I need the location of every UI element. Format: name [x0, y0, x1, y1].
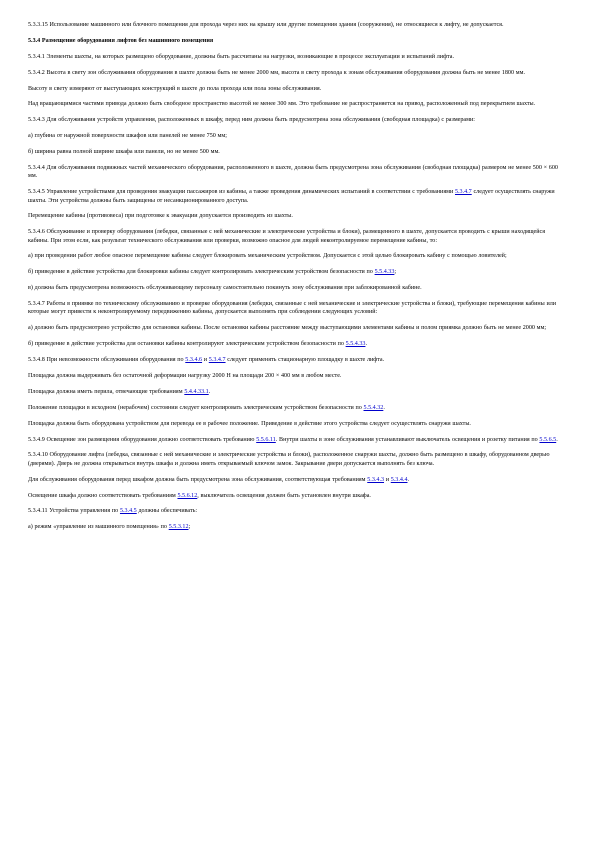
paragraph-text: . — [383, 404, 385, 411]
paragraph — [28, 188, 565, 205]
paragraph-text: Освещение шкафа должно соответствовать требованиям — [28, 492, 178, 499]
document-page — [28, 21, 565, 539]
link-5-3-4-6[interactable]: 5.3.4.6 — [185, 357, 203, 364]
paragraph-text: а) должно быть предусмотрено устройство для остановки кабины. После остановки кабины расстояние между выступающими элементами кабины и полом приямка должно быть не менее 2000 мм; — [28, 325, 547, 332]
paragraph-text: ; — [188, 524, 191, 531]
link-5-5-6-12[interactable]: 5.5.6.12 — [177, 492, 198, 499]
paragraph-text: а) режим «управление из машинного помещения» по — [28, 524, 169, 531]
paragraph-text: Высоту в свету измеряют от выступающих конструкций в шахте до пола прохода или пола зоны обслуживания. — [28, 85, 322, 92]
link-5-5-6-5[interactable]: 5.5.6.5 — [539, 436, 557, 443]
paragraph-text: 5.3.4.5 Управление устройствами для проведения эвакуации пассажиров из кабины, а также проведения динамических испытаний в соответствии с требованиями — [28, 189, 455, 196]
paragraph — [28, 523, 565, 531]
paragraph — [28, 451, 565, 468]
paragraph — [28, 284, 565, 292]
link-5-3-4-7[interactable]: 5.3.4.7 — [208, 357, 226, 364]
paragraph — [28, 300, 565, 317]
paragraph-text: а) при проведении работ любое опасное перемещение кабины следует блокировать механическим устройством. Допускается с этой целью блокировать кабину с помощью ловителей; — [28, 253, 507, 260]
link-5-3-4-7[interactable]: 5.3.4.7 — [454, 189, 472, 196]
link-5-5-6-11[interactable]: 5.5.6.11 — [256, 436, 276, 443]
link-5-3-4-5[interactable]: 5.3.4.5 — [119, 508, 137, 515]
paragraph-text: Площадка должна быть оборудована устройством для перевода ее в рабочее положение. Приведение в действие этого устройства следует осуществлять снаружи шахты. — [28, 420, 471, 427]
paragraph — [28, 148, 565, 156]
paragraph-text: Площадка должна выдерживать без остаточной деформации нагрузку 2000 Н на площади 200 × 400 мм в любом месте. — [28, 373, 342, 379]
paragraph-text: и — [384, 476, 391, 483]
paragraph — [28, 116, 565, 124]
paragraph-text: 5.3.3.15 Использование машинного или блочного помещения для прохода через них на крышу или другие помещения здания (сооружения), не относящиеся к лифту, не допускается. — [28, 22, 504, 28]
paragraph — [28, 436, 565, 444]
link-5-3-4-4[interactable]: 5.3.4.4 — [390, 476, 408, 483]
paragraph — [28, 356, 565, 364]
paragraph-text: б) приведение в действие устройства для блокировки кабины следует контролировать электрическим устройством безопасности по — [28, 269, 375, 276]
paragraph-text: 5.3.4.3 Для обслуживания устройств управления, расположенных в шкафу, перед ним должна быть предусмотрена зона обслуживания (свободная площадка) с размерами: — [28, 117, 475, 124]
paragraph — [28, 53, 565, 61]
paragraph-text: Площадка должна иметь перила, отвечающие требованиям — [28, 388, 185, 395]
paragraph-text: Над вращающимися частями привода должно быть свободное пространство высотой не менее 300 мм. Это требование не распространяется на привод, расположенный под перекрытием шахты. — [28, 101, 536, 108]
paragraph — [28, 164, 565, 181]
paragraph-text: б) ширина равна полной ширине шкафа или панели, но не менее 500 мм. — [28, 149, 220, 156]
paragraph — [28, 420, 565, 428]
paragraph-text: 5.3.4.6 Обслуживание и проверку оборудования (лебедки, связанные с ней механические и электрические устройства и блоки), размещенного в шахте, допускается проводить с крыши находящейся кабины. При этом если, как результат технического обслуживания или проверки, возможно опасное для людей неконтролируемое перемещение кабины, то: — [28, 229, 546, 244]
paragraph — [28, 212, 565, 220]
paragraph-text: Положение площадки в исходном (нерабочем) состоянии следует контролировать электрическим устройством безопасности по — [28, 404, 364, 411]
paragraph — [28, 324, 565, 332]
link-5-5-4-33[interactable]: 5.5.4.33 — [374, 269, 395, 276]
link-5-4-4-33-1[interactable]: 5.4.4.33.1 — [184, 388, 209, 395]
paragraph-text: . — [407, 476, 410, 483]
paragraph — [28, 372, 565, 380]
section-heading — [28, 37, 565, 45]
link-5-3-4-3[interactable]: 5.3.4.3 — [367, 476, 385, 483]
paragraph — [28, 268, 565, 276]
paragraph — [28, 340, 565, 348]
paragraph-text: и — [202, 357, 209, 364]
paragraph-text: 5.3.4.11 Устройства управления по — [28, 508, 120, 515]
paragraph — [28, 388, 565, 396]
paragraph-text: 5.3.4.4 Для обслуживания подвижных частей механического оборудования, расположенного в шахте, должна быть предусмотрена зона обслуживания (свободная площадка) размером не менее 500 × 600 мм. — [28, 165, 558, 180]
link-5-5-4-32[interactable]: 5.5.4.32 — [363, 404, 384, 411]
paragraph-text: должны обеспечивать: — [136, 508, 198, 515]
paragraph — [28, 492, 565, 500]
paragraph-text: б) приведение в действие устройства для остановки кабины контролируют электрическим устройством безопасности по — [28, 341, 346, 348]
paragraph-text: 5.3.4.1 Элементы шахты, на которых размещено оборудование, должны быть рассчитаны на нагрузки, возникающие в процессе эксплуатации и испытаний лифта. — [28, 53, 454, 60]
paragraph-text: 5.3.4.7 Работы в приямке по техническому обслуживанию и проверке оборудования (лебедки, связанные с ней механические и электрические устройства и блоки), требующие перемещения кабины или которые могут привести к неконтролируемому передвижению кабины, допускается выполнять при соблюдении следующих условий: — [28, 301, 557, 316]
link-5-5-3-12[interactable]: 5.5.3.12 — [168, 524, 189, 531]
paragraph-text: 5.3.4 Размещение оборудования лифтов без машинного помещения — [28, 37, 214, 44]
paragraph — [28, 69, 565, 77]
paragraph — [28, 132, 565, 140]
paragraph-text: Перемещение кабины (противовеса) при подготовке к эвакуации допускается производить из шахты. — [28, 213, 293, 220]
link-5-5-4-33[interactable]: 5.5.4.33 — [345, 341, 366, 348]
paragraph — [28, 228, 565, 245]
paragraph-text: 5.3.4.8 При невозможности обслуживания оборудования по — [28, 357, 186, 364]
paragraph-text: а) глубина от наружной поверхности шкафов или панелей не менее 750 мм; — [28, 133, 227, 140]
paragraph-text: 5.3.4.2 Высота в свету зон обслуживания оборудования в шахте должна быть не менее 2000 мм, высота в свету прохода к зонам обслуживания оборудования должна быть не менее 1800 мм. — [28, 69, 525, 76]
paragraph — [28, 252, 565, 260]
paragraph-text: следует применять стационарную площадку в шахте лифта. — [225, 357, 385, 364]
paragraph-text: . — [208, 388, 211, 395]
paragraph-text: 5.3.4.9 Освещение зон размещения оборудования должно соответствовать требованию — [28, 436, 257, 443]
paragraph-text: . Внутри шахты в зоне обслуживания устанавливают выключатель освещения и розетку питания по — [275, 436, 540, 443]
paragraph-text: следует осуществлять снаружи шахты. Эти устройства должны быть защищены от несанкционированного доступа. — [28, 189, 555, 204]
paragraph-text: Для обслуживания оборудования перед шкафом должна быть предусмотрена зона обслуживания, соответствующая требованиям — [28, 476, 368, 483]
paragraph-text: , выключатель освещения должен быть установлен внутри шкафа. — [197, 492, 371, 499]
paragraph-text: 5.3.4.10 Оборудование лифта (лебедка, связанные с ней механические и электрические устройства и блоки), расположенное снаружи шахты, должно быть размещено в шкафу, оборудованном дверью (дверями). Дверь не должна открываться внутрь шкафа и должна иметь открываемый ключом замок. Закрывание двери допускается выполнять без ключа. — [28, 452, 550, 467]
paragraph — [28, 507, 565, 515]
paragraph-text: в) должна быть предусмотрена возможность обслуживающему персоналу самостоятельно покинуть зону обслуживания при заблокированной кабине. — [28, 285, 422, 292]
paragraph — [28, 476, 565, 484]
paragraph-text: . — [556, 436, 558, 443]
paragraph — [28, 404, 565, 412]
paragraph — [28, 85, 565, 93]
paragraph-text: ; — [394, 269, 397, 276]
paragraph-text: . — [365, 341, 367, 348]
paragraph — [28, 100, 565, 108]
paragraph — [28, 21, 565, 29]
